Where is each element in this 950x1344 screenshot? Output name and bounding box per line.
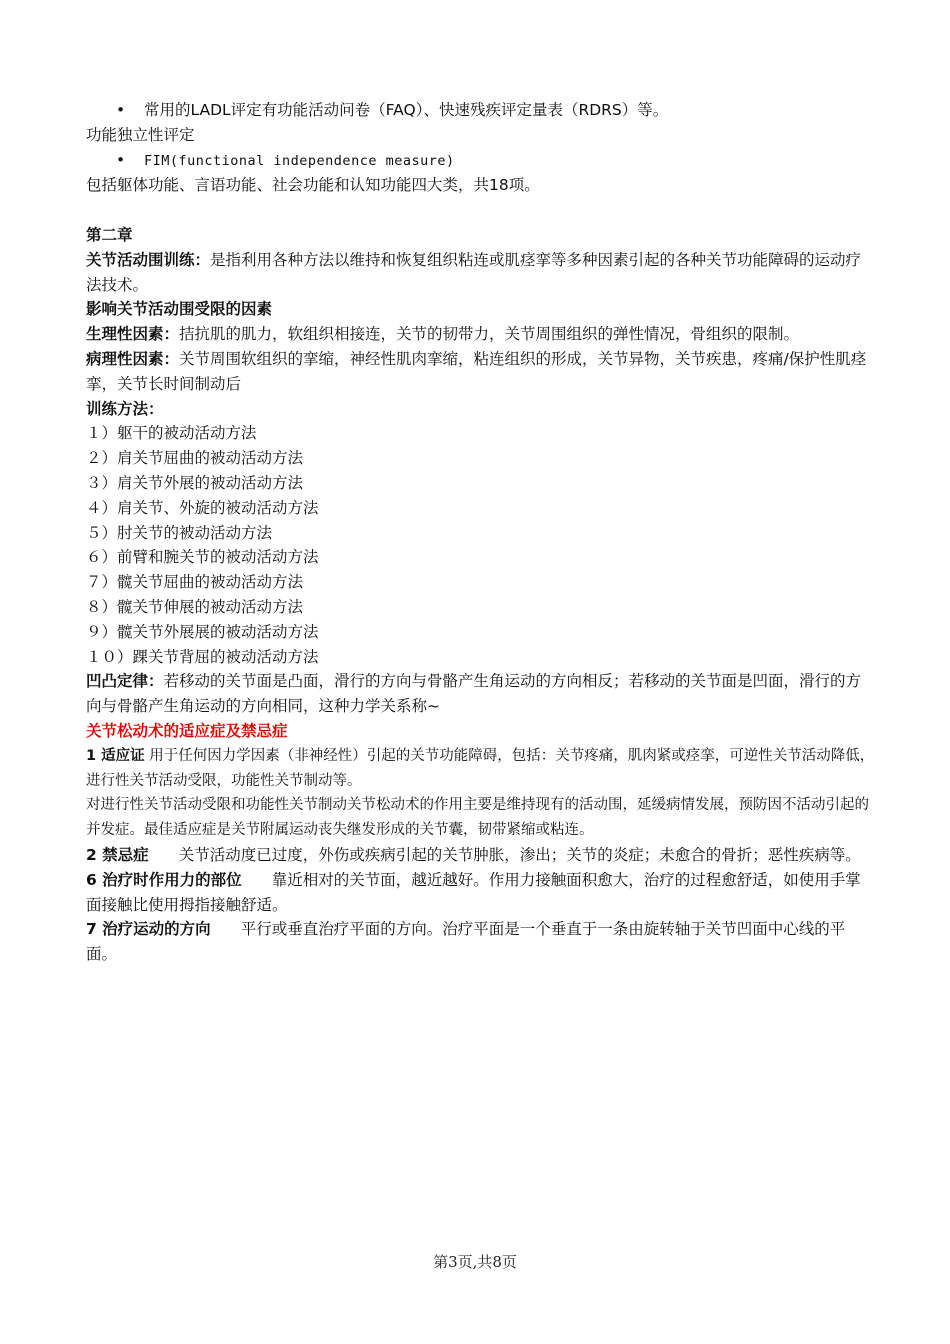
bullet-item-fim — [86, 148, 876, 174]
definition: 关节周围软组织的挛缩，神经性肌肉挛缩，粘连组织的形成，关节异物，关节疾患，疼痛/保护性肌痉挛，关节长时间制动后 — [86, 349, 867, 393]
definition: 拮抗肌的肌力，软组织相接连，关节的韧带力，关节周围组织的弹性情况，骨组织的限制。 — [179, 325, 800, 344]
movement-direction — [86, 917, 876, 967]
methods-heading: 训练方法： — [86, 399, 164, 418]
page-number-footer: 第3页,共8页 — [433, 1253, 517, 1271]
term: 6 治疗时作用力的部位 — [86, 870, 242, 889]
list-item: ２）肩关节屈曲的被动活动方法 — [86, 449, 304, 468]
definition: 是指利用各种方法以维持和恢复组织粘连或肌痉挛等多种因素引起的各种关节功能障碍的运动疗法技术。 — [86, 250, 862, 294]
indications-extra: 对进行性关节活动受限和功能性关节制动关节松动术的作用主要是维持现有的活动围，延缓病情发展，预防因不活动引起的并发症。最佳适应症是关节附属运动丧失继发形成的关节囊，韧带紧缩或粘连。 — [86, 797, 869, 839]
bullet-item-ladl — [86, 98, 876, 123]
fim-heading: 功能独立性评定 — [86, 125, 195, 144]
bullet-dot: • — [116, 101, 126, 119]
bullet-text: 常用的LADL评定有功能活动问卷（FAQ）、快速残疾评定量表（RDRS）等。 — [144, 101, 669, 119]
definition: 若移动的关节面是凸面，滑行的方向与骨骼产生角运动的方向相反；若移动的关节面是凹面，滑行的方向与骨骼产生角运动的方向相同，这种力学关系称~ — [86, 672, 862, 716]
force-application-site — [86, 868, 876, 918]
term: 7 治疗运动的方向 — [86, 920, 211, 939]
definition: 关节活动度已过度，外伤或疾病引起的关节肿胀，渗出；关节的炎症；未愈合的骨折；恶性疾病等。 — [178, 845, 861, 864]
definition: 靠近相对的关节面，越近越好。作用力接触面积愈大，治疗的过程愈舒适，如使用手掌面接触比使用拇指接触舒适。 — [86, 870, 861, 914]
bullet-dot: • — [116, 150, 126, 169]
list-item: ５）肘关节的被动活动方法 — [86, 523, 273, 542]
list-item: ６）前臂和腕关节的被动活动方法 — [86, 548, 319, 567]
list-item: ４）肩关节、外旋的被动活动方法 — [86, 498, 319, 517]
factors-heading: 影响关节活动围受限的因素 — [86, 300, 273, 319]
term: 关节活动围训练： — [86, 250, 211, 269]
bullet-text: FIM(functional independence measure) — [144, 152, 455, 169]
spacer — [86, 198, 876, 223]
convex-concave-rule — [86, 669, 876, 719]
list-item: ８）髋关节伸展的被动活动方法 — [86, 597, 304, 616]
definition: 用于任何因力学因素（非神经性）引起的关节功能障碍，包括：关节疼痛，肌肉紧或痉挛，可逆性关节活动降低，进行性关节活动受限，功能性关节制动等。 — [86, 747, 875, 789]
definition: 平行或垂直治疗平面的方向。治疗平面是一个垂直于一条由旋转轴于关节凹面中心线的平面。 — [86, 920, 846, 964]
contraindications — [86, 843, 876, 868]
list-item: ７）髋关节屈曲的被动活动方法 — [86, 573, 304, 592]
list-item: １０）踝关节背屈的被动活动方法 — [86, 647, 319, 666]
list-item: １）躯干的被动活动方法 — [86, 424, 257, 443]
indications — [86, 744, 876, 794]
pathological-factors — [86, 347, 876, 397]
term: 凹凸定律： — [86, 672, 164, 691]
list-item: ９）髋关节外展展的被动活动方法 — [86, 622, 319, 641]
term: 1 适应证 — [86, 747, 145, 764]
fim-description: 包括躯体功能、言语功能、社会功能和认知功能四大类，共18项。 — [86, 176, 540, 195]
mobilization-heading: 关节松动术的适应症及禁忌症 — [86, 721, 288, 740]
methods-list — [86, 421, 876, 669]
term: 病理性因素： — [86, 349, 180, 368]
chapter-heading: 第二章 — [86, 225, 133, 244]
page-content — [86, 98, 876, 967]
term: 生理性因素： — [86, 325, 180, 344]
physiological-factors — [86, 322, 876, 347]
term: 2 禁忌症 — [86, 845, 149, 864]
rom-definition — [86, 248, 876, 298]
list-item: ３）肩关节外展的被动活动方法 — [86, 473, 304, 492]
